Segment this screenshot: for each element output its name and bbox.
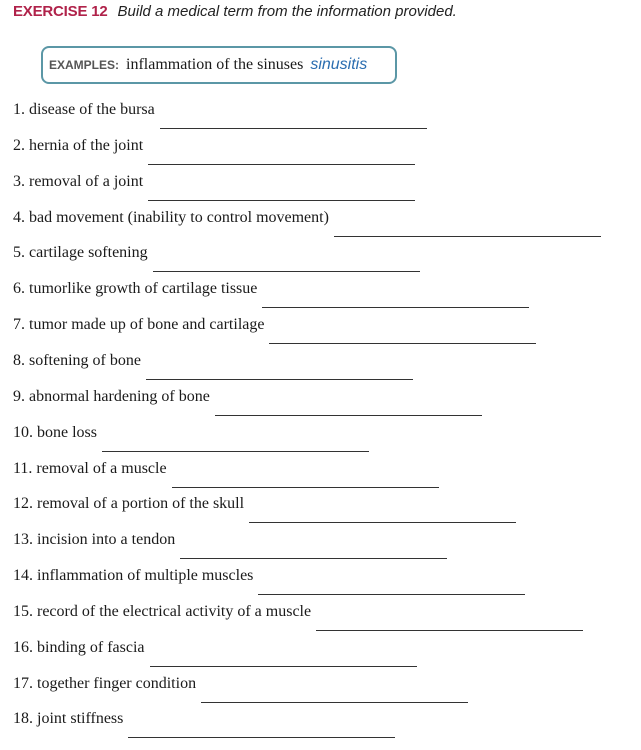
- exercise-item: [0, 459, 641, 495]
- answer-line[interactable]: [148, 164, 415, 165]
- exercise-item: [0, 387, 641, 423]
- exercise-item: [0, 279, 641, 315]
- exercise-item: [0, 709, 641, 745]
- item-prompt: 7. tumor made up of bone and cartilage: [13, 316, 265, 334]
- item-prompt: 5. cartilage softening: [13, 244, 148, 262]
- example-text: inflammation of the sinuses: [126, 56, 304, 73]
- exercise-number: EXERCISE 12: [13, 3, 108, 20]
- item-prompt: 17. together finger condition: [13, 674, 197, 692]
- exercise-item: [0, 423, 641, 459]
- answer-line[interactable]: [160, 128, 427, 129]
- answer-line[interactable]: [201, 702, 468, 703]
- exercise-item: [0, 602, 641, 638]
- answer-line[interactable]: [334, 236, 601, 237]
- exercise-item: [0, 100, 641, 136]
- item-prompt: 8. softening of bone: [13, 351, 141, 369]
- exercise-item: [0, 638, 641, 674]
- item-prompt: 15. record of the electrical activity of a muscle: [13, 602, 312, 620]
- exercise-item: [0, 315, 641, 351]
- answer-line[interactable]: [128, 737, 395, 738]
- item-prompt: 13. incision into a tendon: [13, 531, 176, 549]
- item-prompt: 14. inflammation of multiple muscles: [13, 567, 254, 585]
- exercise-item: [0, 530, 641, 566]
- example-answer: sinusitis: [310, 56, 368, 73]
- exercise-item: [0, 494, 641, 530]
- exercise-item: [0, 243, 641, 279]
- answer-line[interactable]: [215, 415, 482, 416]
- exercise-item: [0, 136, 641, 172]
- answer-line[interactable]: [258, 594, 525, 595]
- answer-line[interactable]: [180, 558, 447, 559]
- item-prompt: 16. binding of fascia: [13, 638, 145, 656]
- answer-line[interactable]: [249, 522, 516, 523]
- answer-line[interactable]: [148, 200, 415, 201]
- item-prompt: 12. removal of a portion of the skull: [13, 495, 245, 513]
- exercise-item: [0, 674, 641, 710]
- exercise-item: [0, 566, 641, 602]
- answer-line[interactable]: [153, 271, 420, 272]
- answer-line[interactable]: [269, 343, 536, 344]
- item-prompt: 10. bone loss: [13, 423, 97, 441]
- item-prompt: 9. abnormal hardening of bone: [13, 387, 210, 405]
- exercise-item: [0, 351, 641, 387]
- item-prompt: 6. tumorlike growth of cartilage tissue: [13, 280, 258, 298]
- item-prompt: 3. removal of a joint: [13, 172, 144, 190]
- item-prompt: 1. disease of the bursa: [13, 101, 155, 118]
- example-label: EXAMPLES:: [49, 58, 120, 72]
- answer-line[interactable]: [102, 451, 369, 452]
- example-box: [41, 46, 397, 84]
- item-prompt: 11. removal of a muscle: [13, 459, 167, 477]
- answer-line[interactable]: [172, 487, 439, 488]
- answer-line[interactable]: [146, 379, 413, 380]
- item-prompt: 18. joint stiffness: [13, 710, 124, 728]
- answer-line[interactable]: [316, 630, 583, 631]
- item-prompt: 2. hernia of the joint: [13, 136, 144, 154]
- answer-line[interactable]: [262, 307, 529, 308]
- exercise-item: [0, 172, 641, 208]
- answer-line[interactable]: [150, 666, 417, 667]
- exercise-instruction: Build a medical term from the information provided.: [117, 3, 457, 20]
- exercise-header: [13, 3, 457, 21]
- exercise-item: [0, 208, 641, 244]
- item-prompt: 4. bad movement (inability to control movement): [13, 208, 329, 226]
